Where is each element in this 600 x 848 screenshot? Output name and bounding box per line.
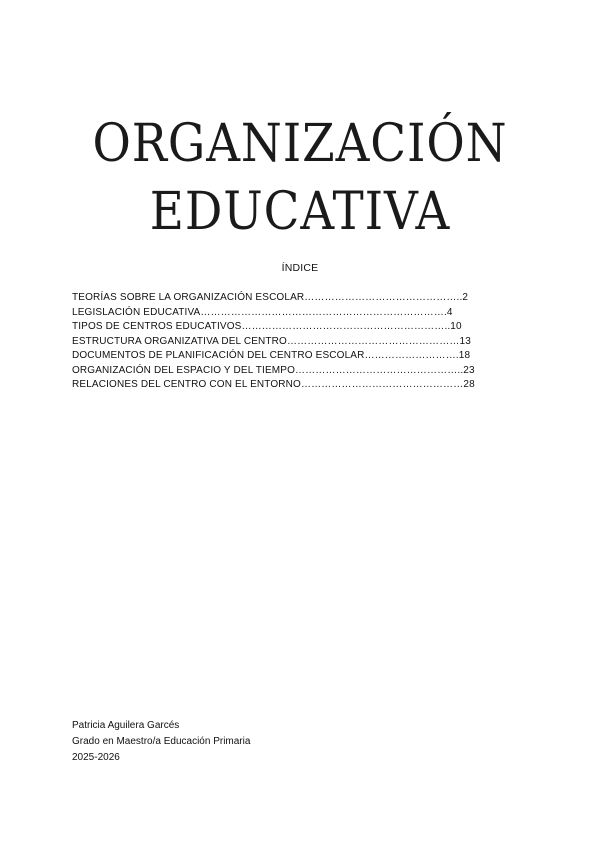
toc-entry-documentos: DOCUMENTOS DE PLANIFICACIÓN DEL CENTRO ESCOLAR……………………….18	[72, 350, 471, 361]
cover-footer	[72, 718, 250, 766]
index-heading: ÍNDICE	[281, 262, 319, 274]
degree-name: Grado en Maestro/a Educación Primaria	[72, 736, 251, 747]
toc-entry-relaciones: RELACIONES DEL CENTRO CON EL ENTORNO…………………………………………28	[72, 379, 475, 390]
toc-entry-espacio-tiempo: ORGANIZACIÓN DEL ESPACIO Y DEL TIEMPO…………………………………………..23	[72, 364, 475, 376]
document-title-line-2: EDUCATIVA	[149, 182, 451, 242]
document-title-line-1: ORGANIZACIÓN	[92, 114, 508, 174]
toc-entry-tipos-centros: TIPOS DE CENTROS EDUCATIVOS……………………………………………………..10	[72, 321, 462, 332]
toc-entry-legislacion: LEGISLACIÓN EDUCATIVA……………………………………………………………….4	[72, 306, 453, 318]
author-name: Patricia Aguilera Garcés	[72, 720, 180, 731]
table-of-contents	[72, 291, 532, 393]
academic-year: 2025-2026	[72, 752, 120, 763]
toc-entry-estructura: ESTRUCTURA ORGANIZATIVA DEL CENTRO……………………………………………13	[72, 335, 471, 347]
toc-entry-teorias: TEORÍAS SOBRE LA ORGANIZACIÓN ESCOLAR………………………………………..2	[72, 292, 469, 303]
